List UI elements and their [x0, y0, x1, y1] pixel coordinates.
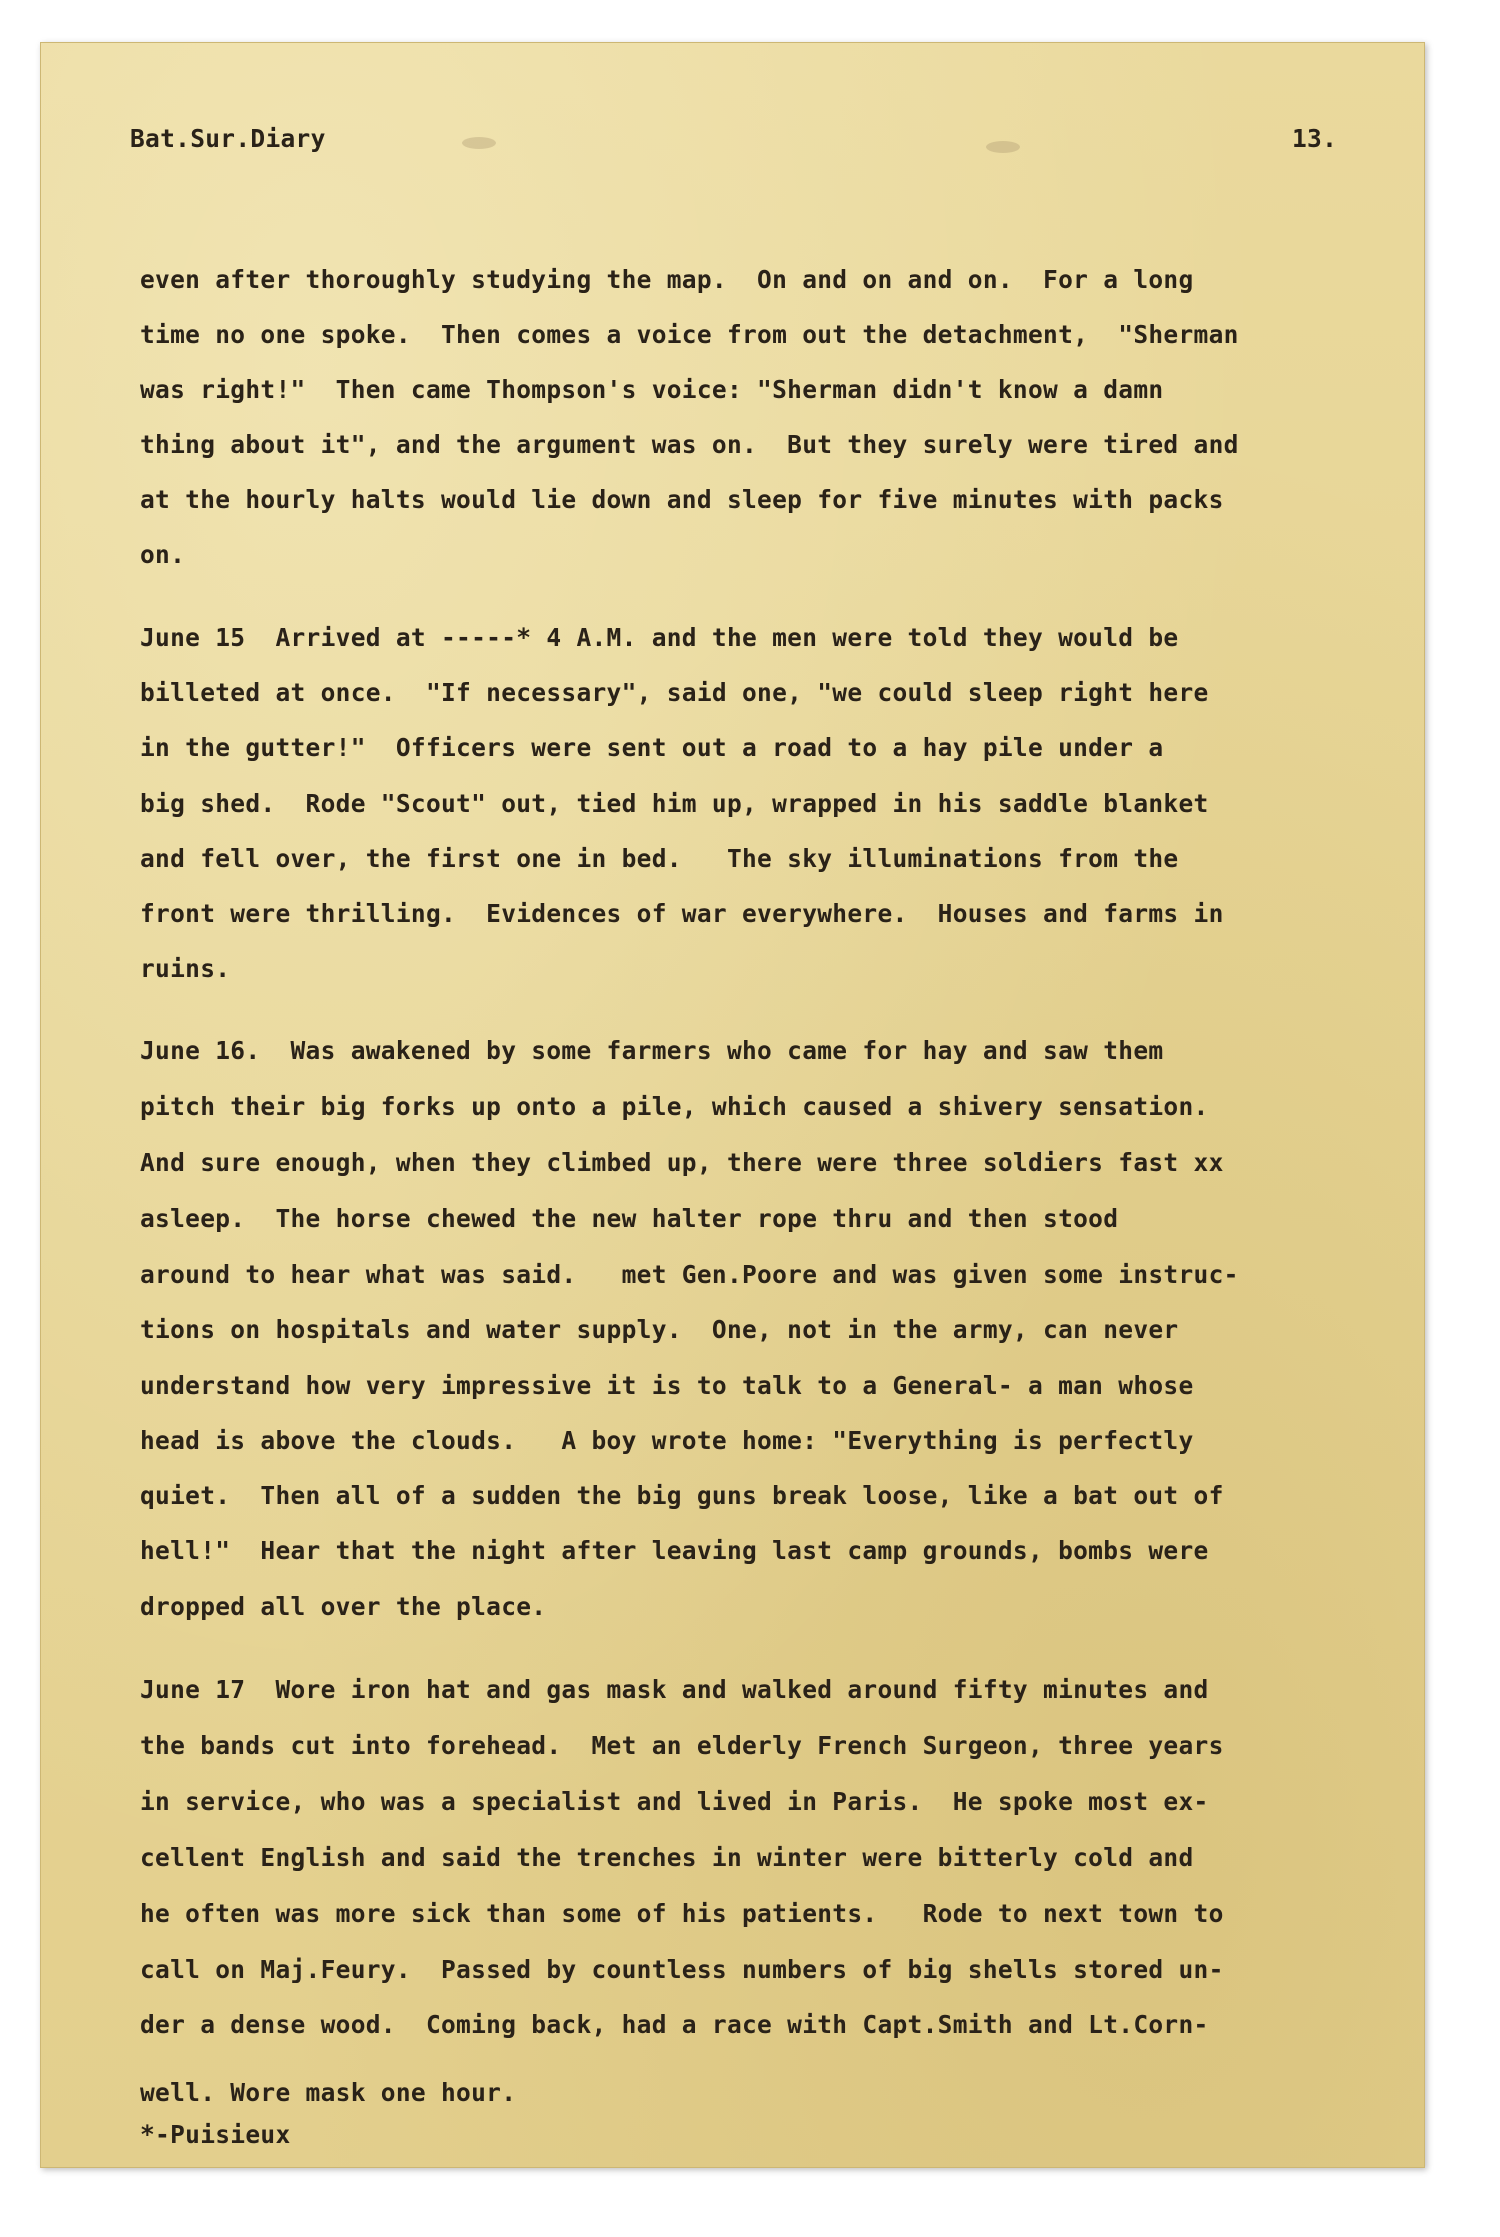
text-line: head is above the clouds. A boy wrote home: "Everything is perfectly: [140, 1426, 1194, 1455]
text-line: quiet. Then all of a sudden the big guns break loose, like a bat out of: [140, 1481, 1224, 1510]
text-line: der a dense wood. Coming back, had a race with Capt.Smith and Lt.Corn-: [140, 2010, 1209, 2039]
text-line: June 17 Wore iron hat and gas mask and walked around fifty minutes and: [140, 1675, 1209, 1704]
text-line: June 16. Was awakened by some farmers who came for hay and saw them: [140, 1036, 1164, 1065]
paper-mark: [462, 137, 496, 149]
text-line: call on Maj.Feury. Passed by countless numbers of big shells stored un-: [140, 1955, 1224, 1984]
footnote: *-Puisieux: [140, 2120, 291, 2149]
text-line: big shed. Rode "Scout" out, tied him up, wrapped in his saddle blanket: [140, 789, 1209, 818]
text-line: time no one spoke. Then comes a voice from out the detachment, "Sherman: [140, 320, 1239, 349]
page-number: 13.: [1292, 124, 1338, 153]
text-line: in the gutter!" Officers were sent out a road to a hay pile under a: [140, 733, 1164, 762]
text-line: pitch their big forks up onto a pile, which caused a shivery sensation.: [140, 1092, 1209, 1121]
text-line: was right!" Then came Thompson's voice: "Sherman didn't know a damn: [140, 375, 1164, 404]
text-line: understand how very impressive it is to talk to a General- a man whose: [140, 1371, 1194, 1400]
text-line: front were thrilling. Evidences of war everywhere. Houses and farms in: [140, 899, 1224, 928]
text-line: dropped all over the place.: [140, 1592, 547, 1621]
text-line: June 15 Arrived at -----* 4 A.M. and the men were told they would be: [140, 623, 1179, 652]
text-line: tions on hospitals and water supply. One, not in the army, can never: [140, 1315, 1179, 1344]
text-line: cellent English and said the trenches in winter were bitterly cold and: [140, 1843, 1194, 1872]
text-line: hell!" Hear that the night after leaving last camp grounds, bombs were: [140, 1536, 1209, 1565]
text-line: asleep. The horse chewed the new halter rope thru and then stood: [140, 1204, 1119, 1233]
text-line: well. Wore mask one hour.: [140, 2078, 517, 2107]
text-line: even after thoroughly studying the map. On and on and on. For a long: [140, 265, 1194, 294]
text-line: and fell over, the first one in bed. The sky illuminations from the: [140, 844, 1179, 873]
text-line: in service, who was a specialist and lived in Paris. He spoke most ex-: [140, 1787, 1209, 1816]
text-line: around to hear what was said. met Gen.Poore and was given some instruc-: [140, 1260, 1239, 1289]
paper-mark: [986, 141, 1020, 153]
text-line: he often was more sick than some of his patients. Rode to next town to: [140, 1899, 1224, 1928]
text-line: billeted at once. "If necessary", said one, "we could sleep right here: [140, 678, 1209, 707]
text-line: the bands cut into forehead. Met an elderly French Surgeon, three years: [140, 1731, 1224, 1760]
document-header-title: Bat.Sur.Diary: [130, 124, 326, 153]
text-line: at the hourly halts would lie down and sleep for five minutes with packs: [140, 485, 1224, 514]
text-line: thing about it", and the argument was on. But they surely were tired and: [140, 430, 1239, 459]
text-line: And sure enough, when they climbed up, there were three soldiers fast xx: [140, 1148, 1224, 1177]
text-line: ruins.: [140, 954, 231, 983]
text-line: on.: [140, 540, 186, 569]
